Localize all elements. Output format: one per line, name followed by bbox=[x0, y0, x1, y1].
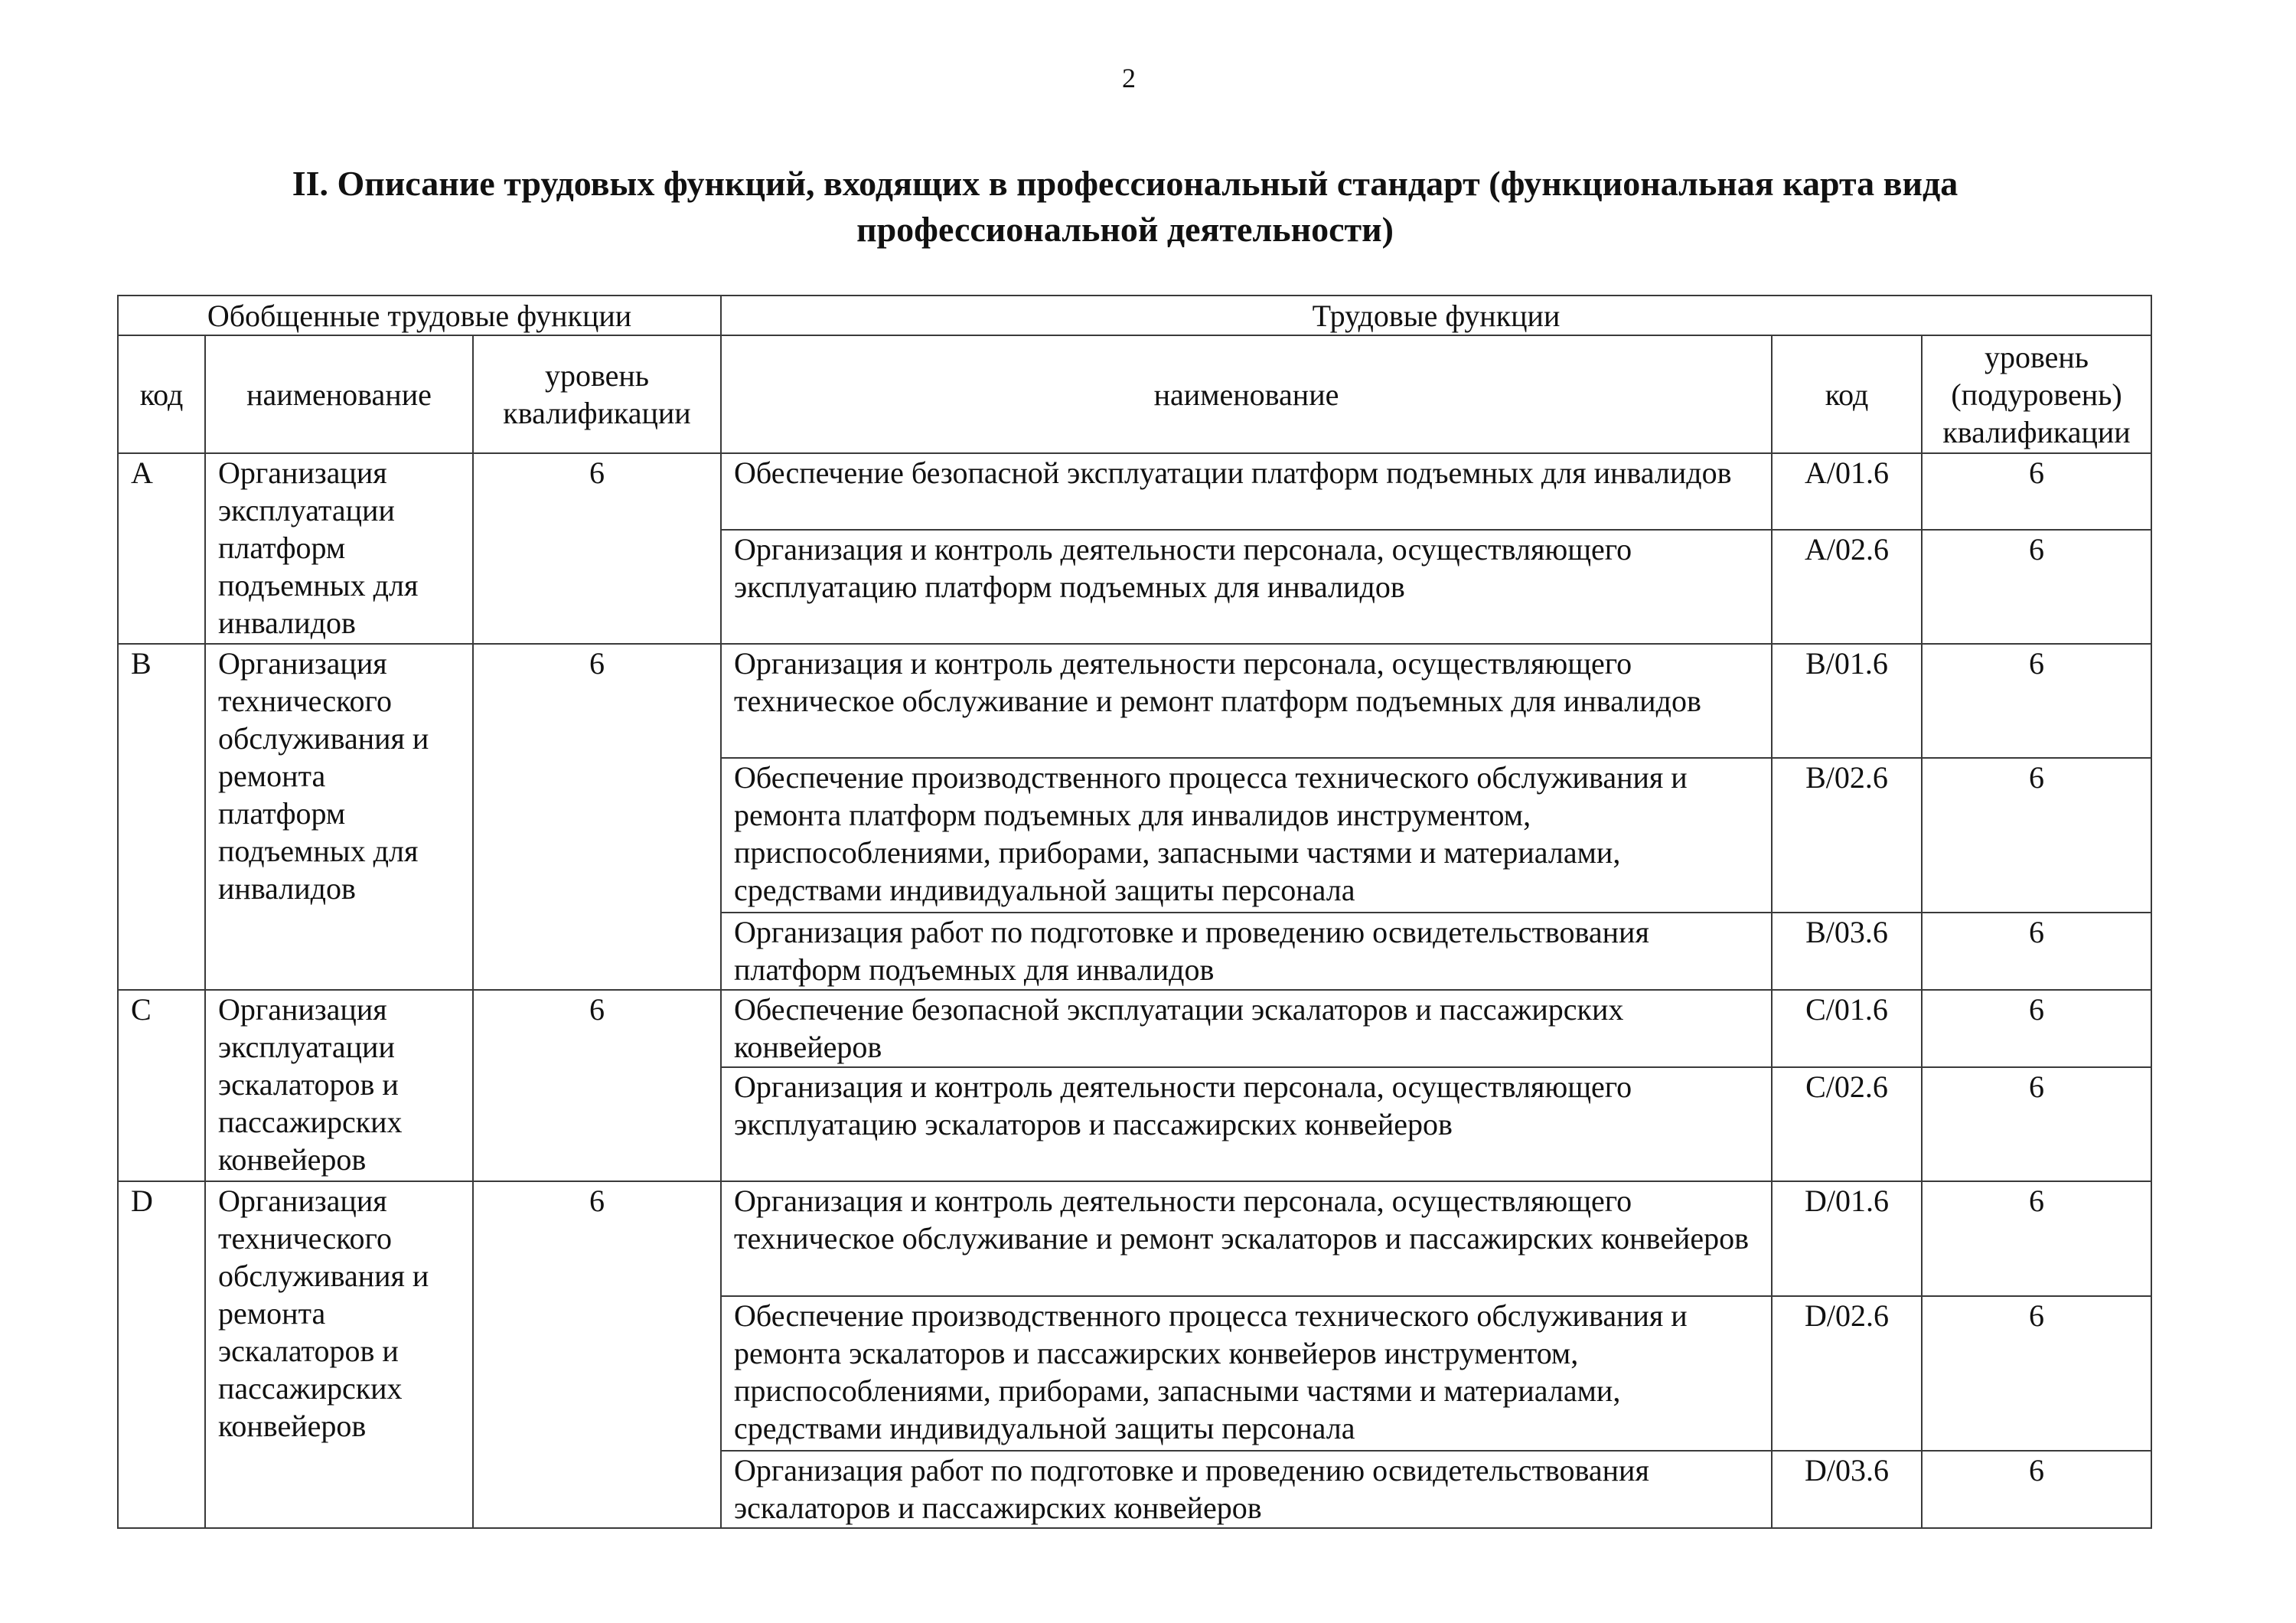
header-function-name: наименование bbox=[721, 335, 1772, 453]
function-code: B/03.6 bbox=[1772, 913, 1922, 990]
function-name: Обеспечение безопасной эксплуатации эскалаторов и пассажирских конвейеров bbox=[721, 990, 1772, 1067]
header-qualification-level: уровень квалификации bbox=[473, 335, 721, 453]
function-level: 6 bbox=[1922, 913, 2151, 990]
function-level: 6 bbox=[1922, 758, 2151, 913]
function-level: 6 bbox=[1922, 453, 2151, 530]
function-level: 6 bbox=[1922, 1451, 2151, 1528]
table-row bbox=[118, 1181, 2151, 1296]
function-name: Организация и контроль деятельности персонала, осуществляющего техническое обслуживание и ремонт платформ подъемных для инвалидов bbox=[721, 644, 1772, 758]
functional-map-table bbox=[117, 295, 2152, 1529]
function-code: B/01.6 bbox=[1772, 644, 1922, 758]
function-name: Обеспечение производственного процесса технического обслуживания и ремонта эскалаторов и пассажирских конвейеров инструментом, приспособлениями, приборами, запасными частями и материалами, средствами индивидуальной защиты персонала bbox=[721, 1296, 1772, 1451]
function-code: C/01.6 bbox=[1772, 990, 1922, 1067]
group-name: Организация технического обслуживания и ремонта платформ подъемных для инвалидов bbox=[205, 644, 473, 990]
group-code: D bbox=[118, 1181, 205, 1528]
function-code: D/01.6 bbox=[1772, 1181, 1922, 1296]
function-name: Организация и контроль деятельности персонала, осуществляющего эксплуатацию эскалаторов и пассажирских конвейеров bbox=[721, 1067, 1772, 1181]
header-function-code: код bbox=[1772, 335, 1922, 453]
header-function-level: уровень (подуровень) квалификации bbox=[1922, 335, 2151, 453]
table-row bbox=[118, 990, 2151, 1067]
group-code: B bbox=[118, 644, 205, 990]
function-code: D/02.6 bbox=[1772, 1296, 1922, 1451]
header-generalized-functions: Обобщенные трудовые функции bbox=[118, 296, 721, 335]
header-name: наименование bbox=[205, 335, 473, 453]
function-level: 6 bbox=[1922, 990, 2151, 1067]
function-level: 6 bbox=[1922, 1181, 2151, 1296]
function-level: 6 bbox=[1922, 644, 2151, 758]
table-row bbox=[118, 644, 2151, 758]
page-number: 2 bbox=[1122, 63, 1136, 93]
function-name: Организация и контроль деятельности персонала, осуществляющего техническое обслуживание и ремонт эскалаторов и пассажирских конвейеров bbox=[721, 1181, 1772, 1296]
function-name: Организация работ по подготовке и проведению освидетельствования эскалаторов и пассажирских конвейеров bbox=[721, 1451, 1772, 1528]
header-labor-functions: Трудовые функции bbox=[721, 296, 2151, 335]
group-code: A bbox=[118, 453, 205, 644]
group-level: 6 bbox=[473, 990, 721, 1181]
function-code: C/02.6 bbox=[1772, 1067, 1922, 1181]
function-name: Организация и контроль деятельности персонала, осуществляющего эксплуатацию платформ подъемных для инвалидов bbox=[721, 530, 1772, 644]
group-code: C bbox=[118, 990, 205, 1181]
function-level: 6 bbox=[1922, 530, 2151, 644]
function-name: Обеспечение производственного процесса технического обслуживания и ремонта платформ подъемных для инвалидов инструментом, приспособлениями, приборами, запасными частями и материалами, средствами индивидуальной защиты персонала bbox=[721, 758, 1772, 913]
group-level: 6 bbox=[473, 644, 721, 990]
table-row bbox=[118, 453, 2151, 530]
function-name: Организация работ по подготовке и проведению освидетельствования платформ подъемных для инвалидов bbox=[721, 913, 1772, 990]
column-header-row bbox=[118, 335, 2151, 453]
group-header-row bbox=[118, 296, 2151, 335]
group-name: Организация эксплуатации платформ подъемных для инвалидов bbox=[205, 453, 473, 644]
group-name: Организация эксплуатации эскалаторов и пассажирских конвейеров bbox=[205, 990, 473, 1181]
function-code: D/03.6 bbox=[1772, 1451, 1922, 1528]
function-code: A/02.6 bbox=[1772, 530, 1922, 644]
group-level: 6 bbox=[473, 1181, 721, 1528]
group-name: Организация технического обслуживания и ремонта эскалаторов и пассажирских конвейеров bbox=[205, 1181, 473, 1528]
function-code: B/02.6 bbox=[1772, 758, 1922, 913]
function-level: 6 bbox=[1922, 1296, 2151, 1451]
function-name: Обеспечение безопасной эксплуатации платформ подъемных для инвалидов bbox=[721, 453, 1772, 530]
function-level: 6 bbox=[1922, 1067, 2151, 1181]
function-code: A/01.6 bbox=[1772, 453, 1922, 530]
header-code: код bbox=[118, 335, 205, 453]
section-title: II. Описание трудовых функций, входящих в профессиональный стандарт (функциональная карта вида профессиональной деятельности) bbox=[292, 164, 1958, 249]
group-level: 6 bbox=[473, 453, 721, 644]
